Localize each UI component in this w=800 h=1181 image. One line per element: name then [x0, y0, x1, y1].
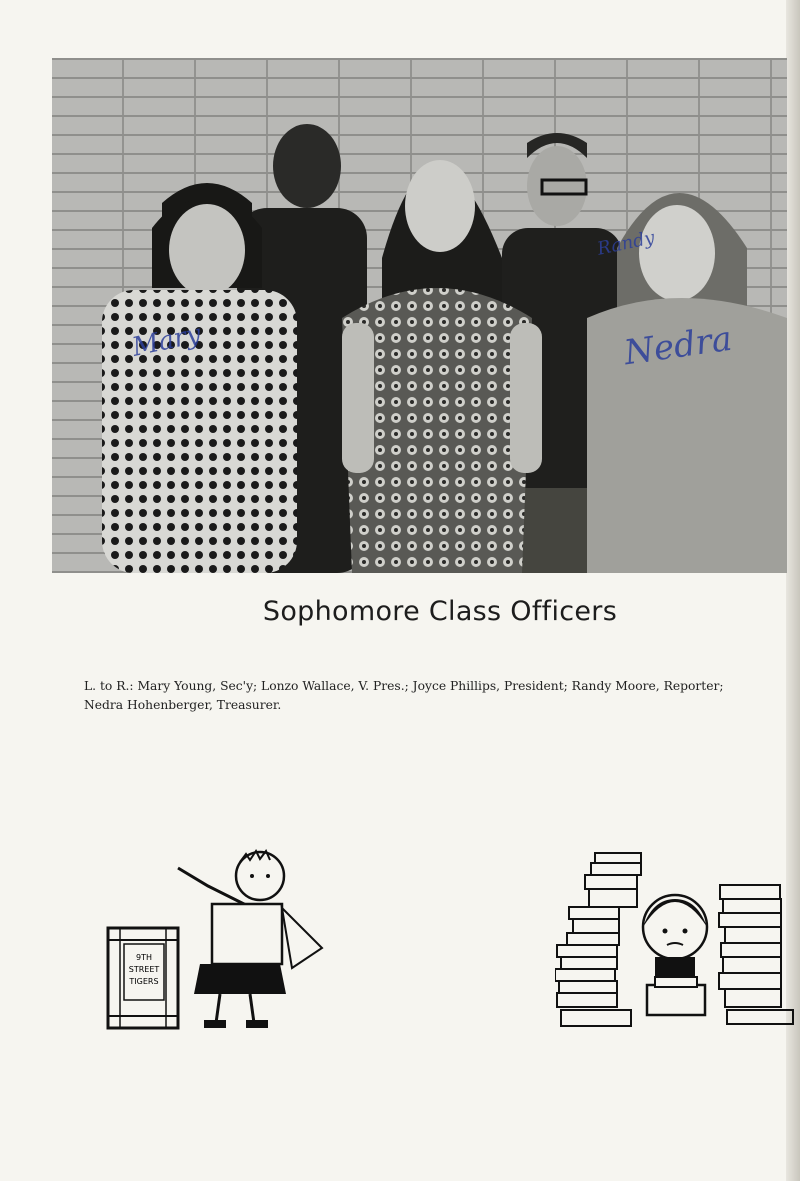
- photo-figures: [52, 58, 787, 573]
- signature-randy: Randy: [595, 227, 657, 260]
- cartoon-boy-drawing: [100, 848, 325, 1033]
- caption-line-2: Nedra Hohenberger, Treasurer.: [84, 698, 282, 712]
- caption-line-1: L. to R.: Mary Young, Sec'y; Lonzo Wallace, V. Pres.; Joyce Phillips, President; Randy Moore, Reporter;: [84, 679, 724, 693]
- signature-mary: Mary: [129, 319, 204, 363]
- crate-sign-line-2: STREET: [128, 965, 160, 974]
- cartoon-girl-drawing: [555, 845, 795, 1035]
- crate-sign-line-1: 9TH: [136, 953, 152, 962]
- signature-nedra: Nedra: [621, 318, 735, 374]
- person-joyce: [342, 160, 542, 573]
- page-title: Sophomore Class Officers: [262, 596, 618, 627]
- cartoon-girl-with-books: [555, 845, 795, 1039]
- crate-sign-line-3: TIGERS: [129, 977, 159, 986]
- cartoon-boy-with-crate: [100, 848, 325, 1037]
- photo-caption: [84, 677, 796, 715]
- class-officers-photo: [52, 58, 787, 573]
